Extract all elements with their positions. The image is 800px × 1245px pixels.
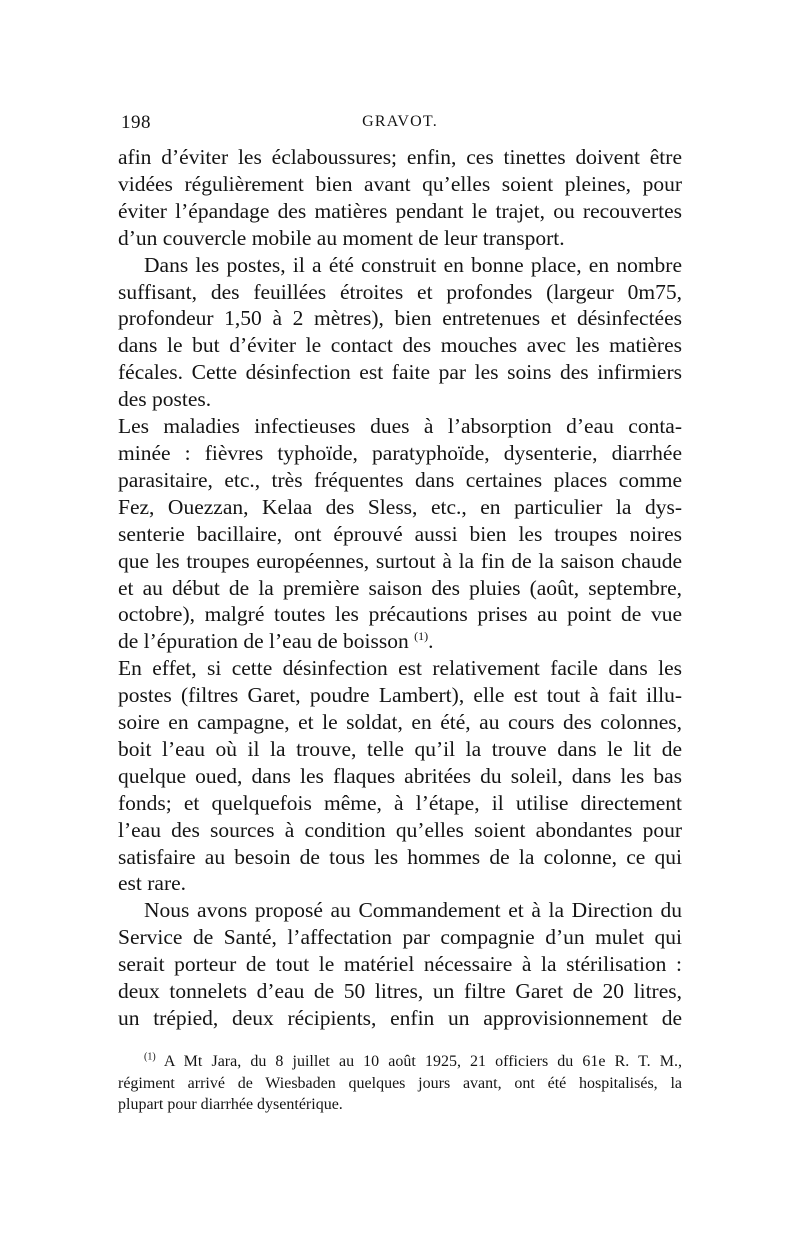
paragraph xyxy=(118,252,682,413)
text-line: En effet, si cette désinfection est relativement facile dans les xyxy=(118,656,682,681)
page-header xyxy=(118,112,682,142)
paragraph xyxy=(118,655,682,897)
running-title: GRAVOT. xyxy=(362,113,438,130)
footnote-line: plupart pour diarrhée dysentérique. xyxy=(118,1096,343,1113)
paragraph xyxy=(118,413,682,655)
paragraph xyxy=(118,144,682,252)
text-line: Dans les postes, il a été construit en bonne place, en nombre xyxy=(144,252,682,277)
footnote-reference[interactable]: (1) xyxy=(414,629,429,644)
footnote xyxy=(118,1051,682,1116)
page-number: 198 xyxy=(121,112,151,133)
text-line: et au début de la première saison des pluies (août, septembre, xyxy=(118,575,682,600)
text-line: postes (filtres Garet, poudre Lambert), elle est tout à fait illu- xyxy=(118,683,682,708)
text-line: dans le but d’éviter le contact des mouches avec les matières xyxy=(118,333,682,358)
footnote-text: A Mt Jara, du 8 juillet au 10 août 1925, 21 officiers du 61e R. T. M., xyxy=(163,1053,683,1070)
text-line: deux tonnelets d’eau de 50 litres, un filtre Garet de 20 litres, xyxy=(118,979,682,1004)
text-line xyxy=(118,628,682,655)
text-line: fécales. Cette désinfection est faite par les soins des infirmiers xyxy=(118,360,682,385)
text-segment: . xyxy=(428,629,434,654)
text-line: Service de Santé, l’affectation par compagnie d’un mulet qui xyxy=(118,925,682,950)
text-line: soire en campagne, et le soldat, en été, au cours des colonnes, xyxy=(118,710,682,735)
text-line: parasitaire, etc., très fréquentes dans certaines places comme xyxy=(118,467,682,492)
text-line: un trépied, deux récipients, enfin un approvisionnement de xyxy=(118,1006,682,1030)
text-line: Nous avons proposé au Commandement et à la Direction du xyxy=(144,898,682,923)
text-line: vidées régulièrement bien avant qu’elles soient pleines, pour xyxy=(118,171,682,196)
text-line: boit l’eau où il la trouve, telle qu’il la trouve dans le lit de xyxy=(118,736,682,761)
text-line: d’un couvercle mobile au moment de leur transport. xyxy=(118,225,565,250)
text-line: minée : fièvres typhoïde, paratyphoïde, dysenterie, diarrhée xyxy=(118,440,682,465)
text-line: afin d’éviter les éclaboussures; enfin, ces tinettes doivent être xyxy=(118,145,682,169)
text-line: que les troupes européennes, surtout à la fin de la saison chaude xyxy=(118,548,682,573)
text-line: fonds; et quelquefois même, à l’étape, il utilise directement xyxy=(118,790,682,815)
text-line: des postes. xyxy=(118,387,212,412)
text-line: est rare. xyxy=(118,871,187,896)
body-text xyxy=(118,144,682,1032)
text-line: octobre), malgré toutes les précautions prises au point de vue xyxy=(118,602,682,627)
text-line: l’eau des sources à condition qu’elles soient abondantes pour xyxy=(118,817,682,842)
footnote-mark: (1) xyxy=(144,1051,156,1063)
text-line: Les maladies infectieuses dues à l’absorption d’eau conta- xyxy=(118,414,682,439)
text-line: profondeur 1,50 à 2 mètres), bien entretenues et désinfectées xyxy=(118,306,682,331)
text-line: suffisant, des feuillées étroites et profondes (largeur 0m75, xyxy=(118,279,682,304)
text-line: senterie bacillaire, ont éprouvé aussi bien les troupes noires xyxy=(118,521,682,546)
paragraph xyxy=(118,897,682,1032)
text-line: éviter l’épandage des matières pendant le trajet, ou recouvertes xyxy=(118,198,682,223)
page-content xyxy=(118,112,683,1113)
text-line: satisfaire au besoin de tous les hommes de la colonne, ce qui xyxy=(118,844,682,869)
footnote-line: régiment arrivé de Wiesbaden quelques jours avant, ont été hospitalisés, la xyxy=(118,1074,682,1092)
text-segment: de l’épuration de l’eau de boisson xyxy=(118,629,409,654)
text-line: quelque oued, dans les flaques abritées du soleil, dans les bas xyxy=(118,763,682,788)
footnote-line xyxy=(118,1051,682,1073)
text-line: serait porteur de tout le matériel nécessaire à la stérilisation : xyxy=(118,952,682,977)
text-line: Fez, Ouezzan, Kelaa des Sless, etc., en particulier la dys- xyxy=(118,494,682,519)
